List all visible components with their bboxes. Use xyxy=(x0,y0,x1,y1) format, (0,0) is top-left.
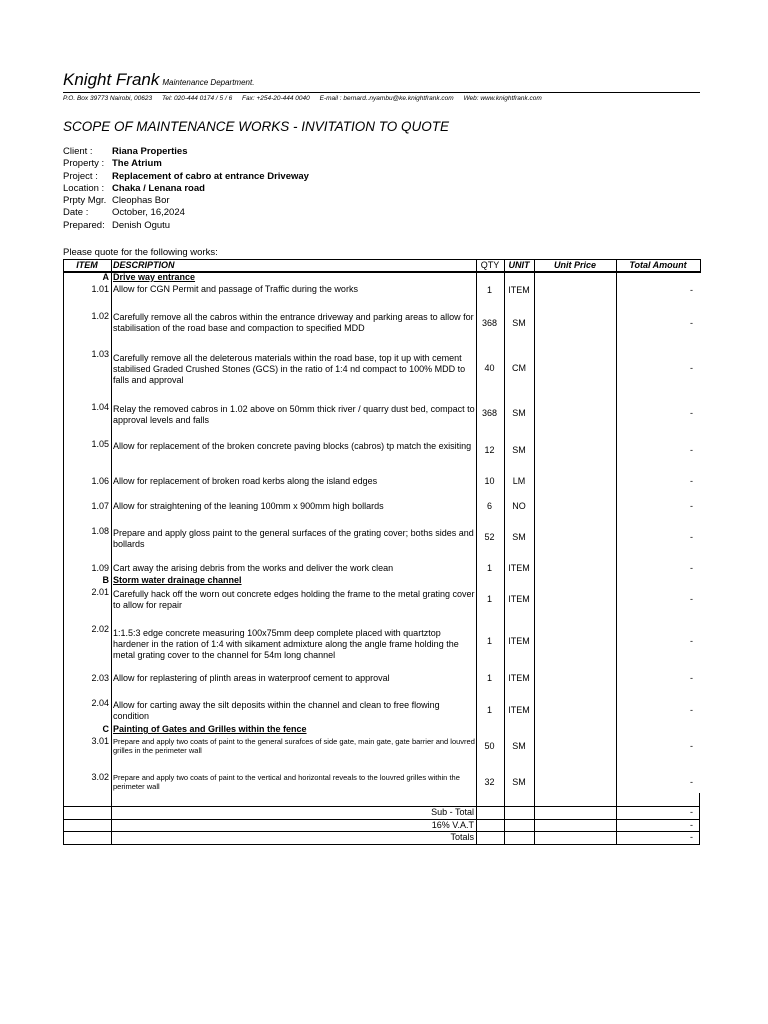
total-amount: - xyxy=(690,832,693,842)
row-description: Relay the removed cabros in 1.02 above on 50mm thick river / quarry dust bed, compact to approval levels and falls xyxy=(113,404,475,425)
row-item-number: 3.02 xyxy=(91,772,109,782)
row-unit: ITEM xyxy=(508,636,530,646)
row-line xyxy=(63,844,700,845)
info-label: Prepared: xyxy=(63,219,105,231)
row-description: Allow for replastering of plinth areas in waterproof cement to approval xyxy=(113,673,390,683)
info-label: Project : xyxy=(63,170,98,182)
row-unit: ITEM xyxy=(508,705,530,715)
row-description: Cart away the arising debris from the works and deliver the work clean xyxy=(113,563,394,573)
row-description: Allow for carting away the silt deposits within the channel and clean to free flowing condition xyxy=(113,700,440,721)
vat-amount: - xyxy=(690,820,693,830)
subtotal-label: Sub - Total xyxy=(431,807,474,817)
section-title: Storm water drainage channel xyxy=(113,575,242,585)
row-unit: ITEM xyxy=(508,285,530,295)
row-item-number: 3.01 xyxy=(91,736,109,746)
row-unit: SM xyxy=(512,408,526,418)
total-label: Totals xyxy=(450,832,474,842)
vat-label: 16% V.A.T xyxy=(431,820,474,830)
row-amount: - xyxy=(690,501,693,511)
row-unit: SM xyxy=(512,741,526,751)
row-amount: - xyxy=(690,408,693,418)
row-qty: 40 xyxy=(484,363,495,373)
document-title: SCOPE OF MAINTENANCE WORKS - INVITATION TO QUOTE xyxy=(63,119,450,134)
row-qty: 52 xyxy=(484,532,495,542)
row-item-number: 1.05 xyxy=(91,439,109,449)
row-description: Prepare and apply gloss paint to the general surfaces of the grating cover; boths sides and bollards xyxy=(113,528,474,549)
row-qty: 32 xyxy=(484,777,495,787)
row-item-number: 2.02 xyxy=(91,624,109,634)
row-unit: SM xyxy=(512,318,526,328)
row-qty: 1 xyxy=(486,285,492,295)
row-qty: 6 xyxy=(486,501,492,511)
row-qty: 50 xyxy=(484,741,495,751)
row-item-number: 1.02 xyxy=(91,311,109,321)
subtotal-amount: - xyxy=(690,807,693,817)
info-value: Cleophas Bor xyxy=(112,195,170,207)
po-box: P.O. Box 39773 Nairobi, 00623 xyxy=(63,95,153,102)
info-label: Location : xyxy=(63,182,105,194)
row-description: Carefully hack off the worn out concrete edges holding the frame to the metal grating cover to allow for repair xyxy=(113,589,475,610)
row-amount: - xyxy=(690,476,693,486)
column-line xyxy=(63,259,64,845)
email: E-mail : bernard..nyambu@ke.knightfrank.com xyxy=(319,95,454,102)
row-item-number: 2.01 xyxy=(91,587,109,597)
header-description: DESCRIPTION xyxy=(113,260,175,270)
info-value: Chaka / Lenana road xyxy=(112,182,205,194)
telephone: Tel: 020-444 0174 / 5 / 6 xyxy=(161,95,233,102)
row-item-number: 1.09 xyxy=(91,563,109,573)
row-unit: ITEM xyxy=(508,563,530,573)
row-amount: - xyxy=(690,532,693,542)
row-unit: ITEM xyxy=(508,594,530,604)
row-unit: SM xyxy=(512,532,526,542)
header-unit-price: Unit Price xyxy=(553,260,596,270)
info-value: October, 16,2024 xyxy=(112,207,185,219)
column-line xyxy=(504,259,505,845)
row-qty: 1 xyxy=(486,594,492,604)
row-qty: 1 xyxy=(486,563,492,573)
row-amount: - xyxy=(690,594,693,604)
row-amount: - xyxy=(690,445,693,455)
row-item-number: 1.03 xyxy=(91,349,109,359)
row-description: 1:1.5:3 edge concrete measuring 100x75mm deep complete placed with quartztop hardener in the ration of 1:4 with sikament admixture along the angle frame holding the metal grating cover to the channel for 54m long channel xyxy=(113,628,459,660)
info-label: Prpty Mgr. xyxy=(63,195,107,207)
header-item: ITEM xyxy=(76,260,98,270)
info-label: Property : xyxy=(63,158,105,170)
row-item-number: 1.06 xyxy=(91,476,109,486)
row-description: Prepare and apply two coats of paint to the vertical and horizontal reveals to the louvred grilles within the perimeter wall xyxy=(113,773,460,791)
info-label: Date : xyxy=(63,207,89,219)
row-description: Carefully remove all the cabros within the entrance driveway and parking areas to allow for stabilisation of the road base and compaction to specified MDD xyxy=(113,312,474,333)
column-line xyxy=(111,259,112,845)
row-amount: - xyxy=(690,777,693,787)
row-item-number: 1.07 xyxy=(91,501,109,511)
row-unit: LM xyxy=(512,476,526,486)
info-value: Riana Properties xyxy=(112,146,188,157)
letterhead xyxy=(63,70,254,90)
column-line xyxy=(616,259,617,845)
row-amount: - xyxy=(690,741,693,751)
row-description: Allow for replacement of the broken concrete paving blocks (cabros) tp match the exisiting xyxy=(113,441,472,451)
header-qty: QTY xyxy=(480,260,500,270)
row-qty: 1 xyxy=(486,673,492,683)
website: Web: www.knightfrank.com xyxy=(463,95,542,102)
department-name: Maintenance Department. xyxy=(162,78,255,87)
company-name: Knight Frank xyxy=(63,70,160,89)
row-item-number: 1.04 xyxy=(91,402,109,412)
row-unit: SM xyxy=(512,445,526,455)
row-unit: SM xyxy=(512,777,526,787)
header-rule xyxy=(63,92,700,93)
section-code: A xyxy=(102,272,109,282)
header-unit: UNIT xyxy=(508,260,530,270)
info-label: Client : xyxy=(63,146,93,157)
row-qty: 1 xyxy=(486,705,492,715)
row-unit: CM xyxy=(512,363,526,373)
column-line xyxy=(476,259,477,845)
row-item-number: 1.01 xyxy=(91,284,109,294)
row-amount: - xyxy=(690,673,693,683)
row-amount: - xyxy=(690,363,693,373)
row-amount: - xyxy=(690,285,693,295)
info-value: The Atrium xyxy=(112,158,162,170)
section-code: B xyxy=(102,575,109,585)
row-item-number: 1.08 xyxy=(91,526,109,536)
section-code: C xyxy=(102,724,109,734)
row-qty: 1 xyxy=(486,636,492,646)
info-value: Replacement of cabro at entrance Driveway xyxy=(112,170,309,182)
row-amount: - xyxy=(690,705,693,715)
works-table xyxy=(63,259,700,845)
row-amount: - xyxy=(690,636,693,646)
intro-text: Please quote for the following works: xyxy=(63,247,218,258)
section-title: Painting of Gates and Grilles within the fence xyxy=(113,724,307,734)
row-amount: - xyxy=(690,563,693,573)
row-unit: NO xyxy=(512,501,526,511)
row-qty: 12 xyxy=(484,445,495,455)
header-total-amount: Total Amount xyxy=(629,260,687,270)
row-item-number: 2.03 xyxy=(91,673,109,683)
row-unit: ITEM xyxy=(508,673,530,683)
row-description: Prepare and apply two coats of paint to the general surafces of side gate, main gate, gate barrier and louvred grilles in the perimeter wall xyxy=(113,737,475,755)
row-description: Allow for replacement of broken road kerbs along the island edges xyxy=(113,476,378,486)
row-qty: 368 xyxy=(481,408,498,418)
fax: Fax: +254-20-444 0040 xyxy=(242,95,310,102)
row-qty: 368 xyxy=(481,318,498,328)
row-description: Allow for straightening of the leaning 100mm x 900mm high bollards xyxy=(113,501,384,511)
row-description: Carefully remove all the deleterous materials within the road base, top it up with cement stabilised Graded Crushed Stones (GCS) in the ratio of 1:4 nd compact to 100% MDD to falls and approval xyxy=(113,353,466,385)
contact-line xyxy=(63,95,550,102)
row-qty: 10 xyxy=(484,476,495,486)
row-amount: - xyxy=(690,318,693,328)
row-description: Allow for CGN Permit and passage of Traffic during the works xyxy=(113,284,358,294)
info-value: Denish Ogutu xyxy=(112,219,171,231)
column-line xyxy=(534,259,535,845)
section-title: Drive way entrance xyxy=(113,272,196,282)
row-item-number: 2.04 xyxy=(91,698,109,708)
